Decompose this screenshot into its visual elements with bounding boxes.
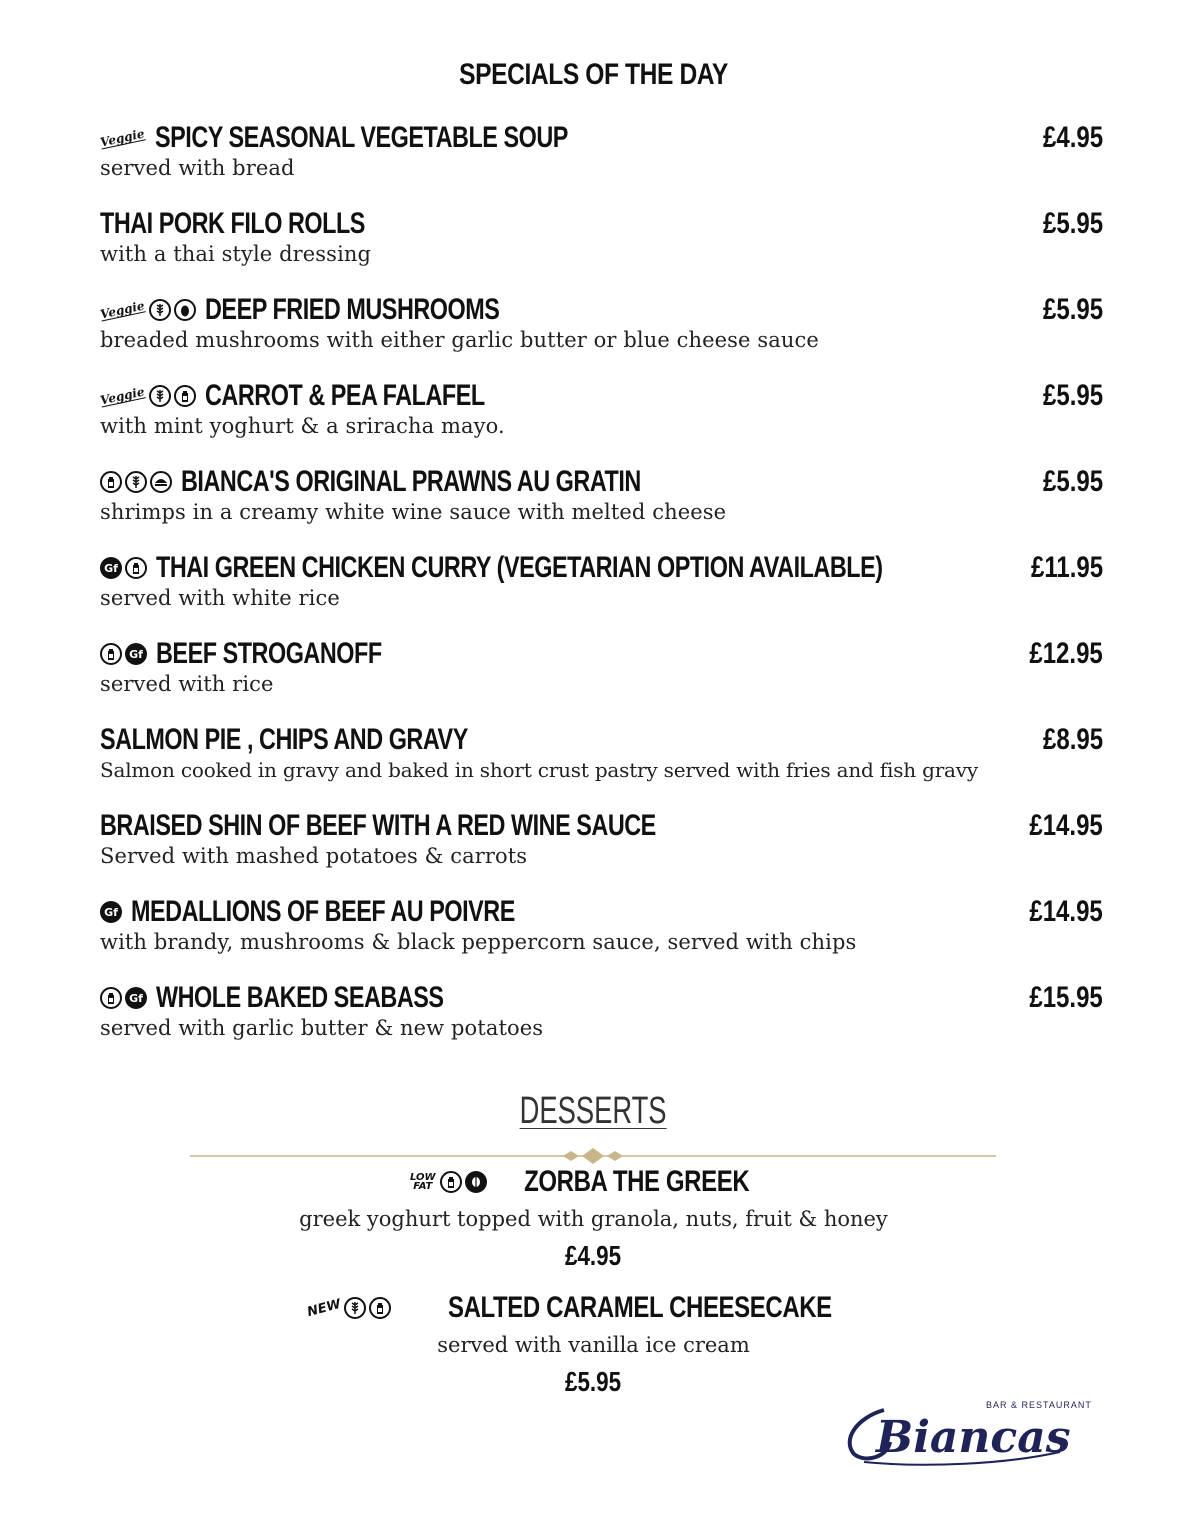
item-description: served with garlic butter & new potatoes — [100, 1016, 544, 1040]
page-title: SPECIALS OF THE DAY — [459, 58, 728, 91]
logo-subtitle: BAR & RESTAURANT — [986, 1400, 1092, 1410]
biancas-logo — [836, 1390, 1092, 1480]
dairy-icon — [174, 385, 196, 407]
gluten-icon — [344, 1297, 366, 1319]
item-price: £14.95 — [1029, 809, 1103, 842]
dessert-price: £5.95 — [565, 1366, 622, 1397]
item-description: breaded mushrooms with either garlic butter or blue cheese sauce — [100, 328, 819, 352]
item-name: CARROT & PEA FALAFEL — [204, 379, 485, 412]
dietary-icons — [307, 1297, 394, 1319]
gluten-free-icon: Gf — [100, 557, 122, 579]
veggie-icon: Veggie — [98, 126, 146, 150]
item-description: served with white rice — [100, 586, 340, 610]
item-price: £12.95 — [1029, 637, 1103, 670]
item-name: SPICY SEASONAL VEGETABLE SOUP — [154, 121, 568, 154]
menu-item — [100, 462, 1103, 532]
low-fat-icon-bottom: FAT — [413, 1181, 433, 1192]
logo-wordmark: Biancas — [876, 1412, 1071, 1463]
item-name: SALMON PIE , CHIPS AND GRAVY — [100, 723, 468, 756]
dietary-icons — [100, 471, 175, 493]
menu-item — [100, 978, 1103, 1048]
dessert-item — [0, 1288, 1187, 1402]
item-price: £11.95 — [1030, 551, 1103, 584]
shellfish-icon — [150, 471, 172, 493]
dessert-name: ZORBA THE GREEK — [523, 1165, 749, 1198]
menu-item — [100, 806, 1103, 876]
item-name: THAI PORK FILO ROLLS — [100, 207, 365, 240]
desserts-heading — [0, 1090, 1187, 1133]
gluten-icon — [149, 385, 171, 407]
item-description: Served with mashed potatoes & carrots — [100, 844, 528, 868]
dietary-icons — [100, 987, 150, 1009]
item-price: £8.95 — [1042, 723, 1103, 756]
dietary-icons — [100, 299, 199, 321]
dietary-icons — [100, 385, 199, 407]
desserts-heading-text: DESSERTS — [520, 1090, 667, 1132]
item-name: BIANCA'S ORIGINAL PRAWNS AU GRATIN — [181, 465, 641, 498]
dessert-description: served with vanilla ice cream — [437, 1333, 750, 1357]
dessert-name: SALTED CARAMEL CHEESECAKE — [448, 1291, 832, 1324]
gluten-free-icon: Gf — [125, 643, 147, 665]
menu-item — [100, 376, 1103, 446]
dietary-icons — [410, 1171, 490, 1193]
menu-item — [100, 720, 1103, 790]
nuts-icon — [465, 1171, 487, 1193]
dairy-icon — [369, 1297, 391, 1319]
dairy-icon — [440, 1171, 462, 1193]
item-price: £5.95 — [1042, 379, 1103, 412]
dietary-icons — [98, 126, 149, 150]
veggie-icon: Veggie — [98, 384, 146, 408]
item-price: £4.95 — [1042, 121, 1103, 154]
menu-item — [100, 118, 1103, 188]
dessert-item — [0, 1162, 1187, 1276]
menu-item — [100, 634, 1103, 704]
item-description: served with bread — [100, 156, 295, 180]
item-name: BEEF STROGANOFF — [156, 637, 382, 670]
item-description: with mint yoghurt & a sriracha mayo. — [100, 414, 505, 438]
gluten-free-icon: Gf — [125, 987, 147, 1009]
menu-item — [100, 548, 1103, 618]
item-name: MEDALLIONS OF BEEF AU POIVRE — [131, 895, 515, 928]
dietary-icons — [100, 557, 150, 579]
dessert-price: £4.95 — [565, 1240, 622, 1271]
veggie-icon: Veggie — [98, 298, 146, 322]
item-description: with brandy, mushrooms & black peppercorn sauce, served with chips — [100, 930, 857, 954]
gluten-icon — [149, 299, 171, 321]
item-name: THAI GREEN CHICKEN CURRY (VEGETARIAN OPTION AVAILABLE) — [156, 551, 883, 584]
dairy-icon — [100, 987, 122, 1009]
item-price: £5.95 — [1042, 293, 1103, 326]
item-name: BRAISED SHIN OF BEEF WITH A RED WINE SAUCE — [100, 809, 656, 842]
menu-item — [100, 892, 1103, 962]
item-description: with a thai style dressing — [100, 242, 372, 266]
dairy-icon — [100, 471, 122, 493]
item-description: shrimps in a creamy white wine sauce with melted cheese — [100, 500, 727, 524]
low-fat-icon-top: LOW — [410, 1172, 436, 1183]
dairy-icon — [100, 643, 122, 665]
gluten-icon — [125, 471, 147, 493]
item-price: £14.95 — [1029, 895, 1103, 928]
item-description: Salmon cooked in gravy and baked in short crust pastry served with fries and fish gravy — [100, 758, 978, 782]
item-name: DEEP FRIED MUSHROOMS — [204, 293, 500, 326]
dessert-description: greek yoghurt topped with granola, nuts, fruit & honey — [299, 1207, 888, 1231]
item-price: £15.95 — [1029, 981, 1103, 1014]
item-price: £5.95 — [1042, 207, 1103, 240]
menu-item — [100, 204, 1103, 274]
new-icon: NEW — [305, 1296, 343, 1320]
low-fat-icon — [410, 1173, 436, 1191]
menu-item — [100, 290, 1103, 360]
dietary-icons — [100, 901, 125, 923]
item-name: WHOLE BAKED SEABASS — [156, 981, 444, 1014]
dietary-icons — [100, 643, 150, 665]
dairy-icon — [125, 557, 147, 579]
egg-icon — [174, 299, 196, 321]
item-description: served with rice — [100, 672, 274, 696]
item-price: £5.95 — [1042, 465, 1103, 498]
gluten-free-icon: Gf — [100, 901, 122, 923]
